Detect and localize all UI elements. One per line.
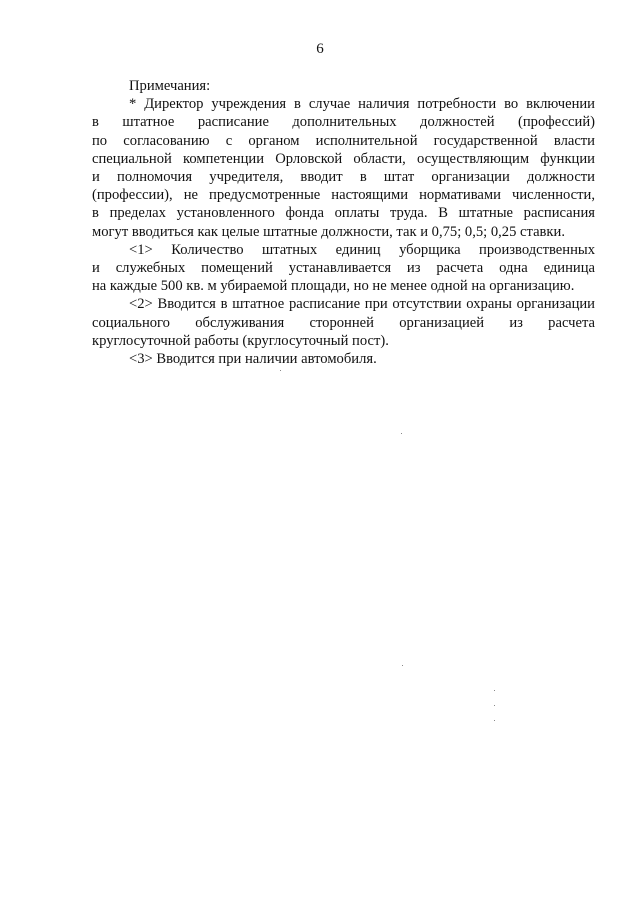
note-1-paragraph — [92, 241, 595, 296]
scan-speck — [494, 720, 495, 721]
note-asterisk-paragraph — [92, 95, 595, 241]
scan-speck — [494, 690, 495, 691]
note-line: <1> Количество штатных единиц уборщика производственных — [129, 241, 595, 258]
note-line: в штатное расписание дополнительных должностей (профессий) — [92, 114, 595, 131]
notes-section — [92, 77, 595, 368]
scan-speck — [280, 370, 281, 371]
note-line: <2> Вводится в штатное расписание при отсутствии охраны организации — [129, 296, 595, 313]
note-line: могут вводиться как целые штатные должности, так и 0,75; 0,5; 0,25 ставки. — [92, 223, 565, 240]
note-line: круглосуточной работы (круглосуточный пост). — [92, 332, 389, 349]
note-line: в пределах установленного фонда оплаты труда. В штатные расписания — [92, 205, 595, 222]
notes-heading: Примечания: — [129, 78, 211, 94]
note-line: и служебных помещений устанавливается из расчета одна единица — [92, 260, 595, 277]
note-line: * Директор учреждения в случае наличия потребности во включении — [129, 96, 595, 113]
note-line: и полномочия учредителя, вводит в штат организации должности — [92, 169, 595, 186]
note-2-paragraph — [92, 295, 595, 350]
note-line: на каждые 500 кв. м убираемой площади, но не менее одной на организацию. — [92, 278, 575, 295]
note-3-paragraph — [92, 350, 595, 368]
scan-speck — [494, 705, 495, 706]
note-line: специальной компетенции Орловской области, осуществляющим функции — [92, 150, 595, 167]
note-line: социального обслуживания сторонней организацией из расчета — [92, 314, 595, 331]
scan-speck — [402, 665, 403, 666]
page-number: 6 — [316, 41, 324, 57]
note-line: по согласованию с органом исполнительной государственной власти — [92, 132, 595, 149]
note-line: <3> Вводится при наличии автомобиля. — [129, 351, 377, 368]
note-line: (профессии), не предусмотренные настоящими нормативами численности, — [92, 187, 595, 204]
scan-speck — [401, 433, 402, 434]
